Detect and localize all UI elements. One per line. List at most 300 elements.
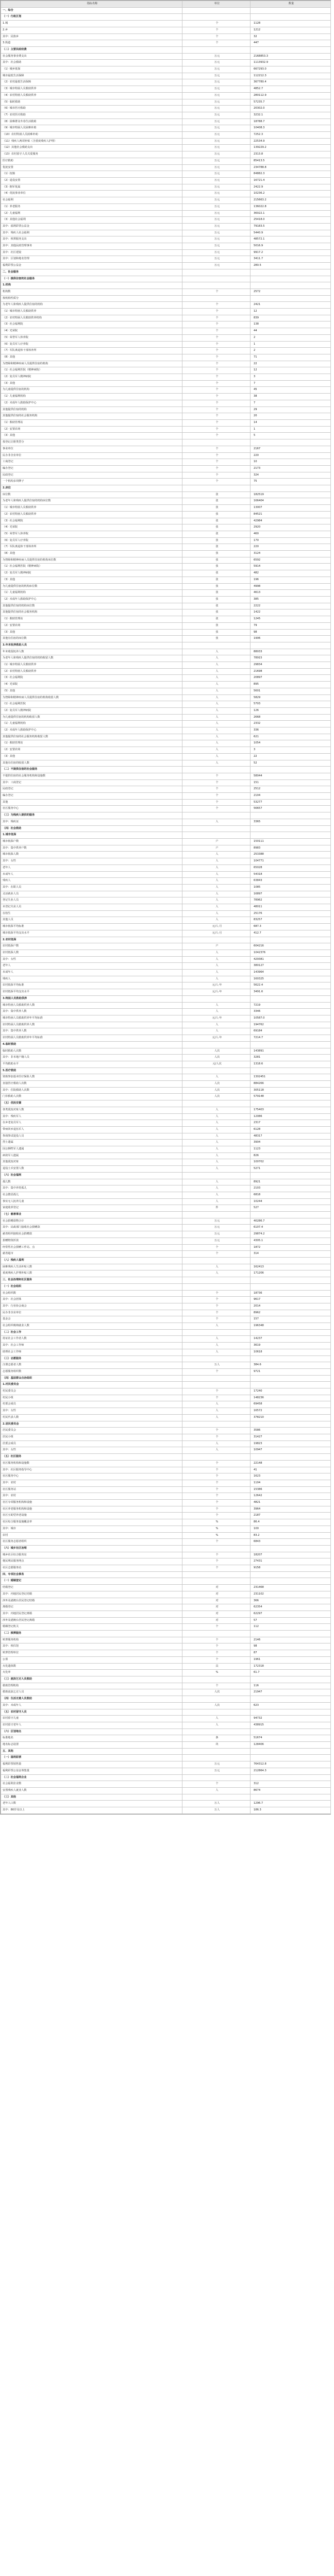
cell-value (250, 1172, 331, 1179)
cell-name: （三）其他 (1, 1794, 182, 1801)
cell-name: 社区志愿服务站 (1, 1565, 182, 1572)
column-header-unit: 单位 (182, 1, 250, 8)
table-row (1, 1702, 331, 1709)
cell-name: 四、专项社会事务 (1, 1571, 182, 1578)
cell-unit (182, 1578, 250, 1585)
cell-unit (182, 937, 250, 943)
table-row (1, 328, 331, 335)
cell-name: （1）城乡低保 (1, 66, 182, 73)
cell-unit: 张 (182, 518, 250, 524)
table-row (1, 138, 331, 145)
cell-name: 农村 (1, 1532, 182, 1539)
cell-unit: 人 (182, 917, 250, 924)
cell-name: 孤儿数 (1, 1179, 182, 1185)
cell-value: 5622.4 (250, 982, 331, 989)
table-row (1, 1146, 331, 1153)
cell-value: 8674 (250, 1787, 331, 1794)
section-row (1, 1041, 331, 1048)
section-row (1, 1774, 331, 1781)
cell-name: 重度残疾人护理补贴人数 (1, 1270, 182, 1277)
table-row (1, 1205, 331, 1212)
cell-value: 2173 (250, 465, 331, 472)
cell-unit: 元/人次 (182, 1061, 250, 1067)
cell-unit: 人 (182, 1140, 250, 1146)
table-row (1, 217, 331, 224)
cell-value: 56657 (250, 806, 331, 812)
cell-value (250, 995, 331, 1002)
cell-name: （3）其他 (1, 577, 182, 583)
cell-value: 280.5 (250, 263, 331, 269)
cell-name: 3.年末收养救助人员 (1, 642, 182, 649)
cell-value: 2014 (250, 1303, 331, 1310)
table-row (1, 682, 331, 688)
cell-name: （2）未成年人救助保护中心 (1, 596, 182, 603)
cell-unit: 万人 (182, 1801, 250, 1807)
cell-name: 在校生 (1, 910, 182, 917)
cell-value: 62297 (250, 1611, 331, 1617)
cell-unit: 个 (182, 1395, 250, 1401)
cell-unit: % (182, 1532, 250, 1539)
cell-name: （二）殡葬服务 (1, 1631, 182, 1637)
cell-unit: 条 (182, 1735, 250, 1742)
cell-value: 10947 (250, 1447, 331, 1454)
cell-value: 78962 (250, 897, 331, 904)
cell-name: 城乡社区综合服务站 (1, 1552, 182, 1558)
table-row (1, 1316, 331, 1323)
table-row (1, 1585, 331, 1591)
cell-name: 灵活就业人员 (1, 891, 182, 897)
cell-name: 救助流浪乞讨人员 (1, 1689, 182, 1696)
cell-unit: 张 (182, 537, 250, 544)
cell-unit: 万元 (182, 177, 250, 184)
cell-name: 老年人口数 (1, 1801, 182, 1807)
cell-value: 5 (250, 433, 331, 439)
table-row (1, 1604, 331, 1611)
cell-unit (182, 276, 250, 282)
table-row (1, 249, 331, 256)
cell-unit: 万元 (182, 256, 250, 263)
cell-unit: 对 (182, 1591, 250, 1598)
cell-name: 平均救助水平 (1, 1061, 182, 1067)
cell-unit: 个 (182, 348, 250, 354)
cell-value: 27431 (250, 1558, 331, 1565)
cell-unit: 个 (182, 459, 250, 466)
cell-name: （8）其他 (1, 551, 182, 557)
cell-name: 志愿服务组织数 (1, 1368, 182, 1375)
cell-unit: 个 (182, 27, 250, 33)
cell-name: 其他有住宿的床位数 (1, 636, 182, 642)
cell-unit: 人 (182, 1074, 250, 1081)
cell-unit: 个 (182, 334, 250, 341)
cell-unit: 人次 (182, 1702, 250, 1709)
cell-unit: 人 (182, 688, 250, 694)
cell-name: 村委会成员 (1, 1401, 182, 1408)
table-row (1, 734, 331, 740)
cell-value: 15386 (250, 1486, 331, 1493)
table-row (1, 1310, 331, 1316)
cell-value: 143964 (250, 970, 331, 976)
cell-value: 58044 (250, 773, 331, 779)
table-row (1, 505, 331, 512)
table-row (1, 210, 331, 217)
cell-unit: 人 (182, 865, 250, 871)
cell-unit: 万元 (182, 191, 250, 197)
cell-name: （1）儿童福利机构 (1, 394, 182, 400)
cell-unit (182, 1571, 250, 1578)
cell-unit: 人 (182, 819, 250, 825)
table-row (1, 1781, 331, 1788)
cell-unit: 个 (182, 380, 250, 387)
cell-unit: 万元 (182, 1761, 250, 1768)
table-row (1, 1683, 331, 1689)
table-row (1, 878, 331, 885)
section-row (1, 1329, 331, 1336)
cell-unit: 元/人·月 (182, 924, 250, 930)
cell-unit: 个 (182, 1460, 250, 1467)
cell-name: 社区综合服务设施覆盖率 (1, 1519, 182, 1526)
cell-value: 19823 (250, 1440, 331, 1447)
table-row (1, 1179, 331, 1185)
table-row (1, 439, 331, 446)
cell-value: 3964 (250, 1506, 331, 1513)
cell-value (250, 1755, 331, 1761)
table-row (1, 1552, 331, 1558)
cell-unit: 个 (182, 1486, 250, 1493)
table-row (1, 1506, 331, 1513)
cell-value: 253388 (250, 852, 331, 858)
cell-name: （2）农村特困人员救助供养机构 (1, 315, 182, 321)
cell-value: 2187 (250, 1513, 331, 1519)
cell-name: 老年人 (1, 963, 182, 970)
cell-name: 其中：集中供养人数 (1, 1009, 182, 1015)
table-row (1, 858, 331, 865)
section-row (1, 825, 331, 832)
cell-value: 12642 (250, 1493, 331, 1500)
cell-name: 其中：住院救助人次数 (1, 1087, 182, 1094)
cell-unit: 人 (182, 1146, 250, 1153)
cell-value: 5016.9 (250, 243, 331, 250)
table-row (1, 1440, 331, 1447)
cell-value: 2146 (250, 1637, 331, 1643)
cell-value: 32 (250, 33, 331, 40)
cell-value: 71 (250, 354, 331, 361)
cell-value: 194762 (250, 1022, 331, 1028)
cell-value: 324 (250, 472, 331, 479)
cell-value: 126 (250, 707, 331, 714)
cell-value: 447 (250, 40, 331, 47)
cell-name: 直接医疗救助人次数 (1, 1081, 182, 1088)
table-row (1, 1480, 331, 1486)
cell-unit: 人 (182, 963, 250, 970)
cell-unit: 人 (182, 714, 250, 721)
cell-unit (182, 1067, 250, 1074)
cell-name: 其他 (1, 799, 182, 806)
cell-unit (182, 269, 250, 276)
cell-name: （7）农村医疗救助 (1, 112, 182, 118)
cell-value: 162413 (250, 1264, 331, 1270)
cell-unit: 人 (182, 1133, 250, 1140)
cell-value: 412.7 (250, 930, 331, 937)
cell-name: （1）社会福利医院（精神病院） (1, 564, 182, 570)
cell-name: 捐赠物资折款 (1, 1238, 182, 1244)
table-row (1, 1297, 331, 1303)
cell-value: 8921 (250, 1179, 331, 1185)
cell-name: 医疗救助 (1, 158, 182, 164)
cell-value: 150111 (250, 839, 331, 845)
table-row (1, 989, 331, 996)
cell-value: 36022.1 (250, 210, 331, 217)
table-row (1, 1081, 331, 1088)
cell-value: 6128 (250, 1126, 331, 1133)
cell-value: 4821 (250, 1500, 331, 1506)
cell-name: （二）社会工作 (1, 1329, 182, 1336)
cell-value: 98 (250, 1643, 331, 1650)
cell-value: 2168853.3 (250, 53, 331, 60)
cell-unit: 个 (182, 1316, 250, 1323)
cell-unit (182, 1545, 250, 1552)
table-row (1, 779, 331, 786)
cell-value: 48011 (250, 904, 331, 911)
cell-name: 其中：女性 (1, 1447, 182, 1454)
cell-unit (182, 1709, 250, 1716)
cell-value: 41 (250, 1467, 331, 1473)
cell-unit: 个 (182, 1251, 250, 1258)
cell-value: 438915 (250, 1722, 331, 1728)
cell-unit: 人 (182, 1166, 250, 1173)
cell-name: （7）军队离退休干部休养所 (1, 348, 182, 354)
cell-unit: 个 (182, 40, 250, 47)
cell-value: 2103 (250, 1185, 331, 1192)
cell-value: 884266 (250, 1081, 331, 1088)
cell-unit: 人 (182, 747, 250, 754)
cell-unit (182, 1794, 250, 1801)
table-row (1, 845, 331, 852)
cell-unit: 个 (182, 465, 250, 472)
table-row (1, 904, 331, 911)
cell-name: 2.农村低保 (1, 937, 182, 943)
cell-name: 标准地名 (1, 1735, 182, 1742)
cell-name: 便民利民服务网点 (1, 1558, 182, 1565)
cell-unit: 户 (182, 839, 250, 845)
cell-value: 5271 (250, 1166, 331, 1173)
cell-unit: 万人 (182, 1807, 250, 1814)
cell-name: （2）退役安置 (1, 177, 182, 184)
cell-value: 1318.6 (250, 1061, 331, 1067)
cell-unit: 人 (182, 891, 250, 897)
cell-value (250, 1212, 331, 1218)
cell-value: 460 (250, 531, 331, 537)
cell-value: 8983 (250, 845, 331, 852)
cell-value: 6843 (250, 1539, 331, 1546)
cell-value: 2317 (250, 1120, 331, 1127)
cell-name: 公墓 (1, 1656, 182, 1663)
cell-unit: 个 (182, 1467, 250, 1473)
cell-unit: 件 (182, 1205, 250, 1212)
cell-name: 事实无人抚养儿童 (1, 1198, 182, 1205)
section-row (1, 1709, 331, 1716)
cell-unit: 万元 (182, 236, 250, 243)
cell-value: 2512 (250, 786, 331, 793)
cell-value: 314 (250, 1251, 331, 1258)
cell-unit: 人 (182, 694, 250, 701)
cell-name: 为老年人和残疾人提供住宿的机构收留人数 (1, 655, 182, 662)
cell-name: （3）社会福利院 (1, 518, 182, 524)
table-row (1, 1414, 331, 1421)
section-row (1, 1421, 331, 1428)
section-row (1, 46, 331, 53)
table-row (1, 1218, 331, 1225)
cell-name: 民办非企业单位 (1, 452, 182, 459)
cell-unit: 个 (182, 341, 250, 348)
cell-unit: 人 (182, 1198, 250, 1205)
cell-name: 未登记失业人员 (1, 904, 182, 911)
cell-value (250, 1571, 331, 1578)
cell-unit: 个 (182, 328, 250, 335)
cell-name: （一）福利彩票 (1, 1755, 182, 1761)
cell-name: 慈善组织接收社会捐赠款 (1, 1231, 182, 1238)
cell-unit: 人 (182, 1009, 250, 1015)
cell-unit: 人 (182, 662, 250, 669)
cell-unit: 人 (182, 970, 250, 976)
cell-unit: 万元 (182, 79, 250, 86)
cell-value (250, 1545, 331, 1552)
cell-unit: 人 (182, 1185, 250, 1192)
cell-value: 57235.7 (250, 99, 331, 106)
cell-value: 621 (250, 734, 331, 740)
cell-name: 城市特困人员救助供养人数 (1, 1002, 182, 1009)
table-row (1, 1035, 331, 1042)
cell-value: 40286.7 (250, 1218, 331, 1225)
cell-unit: 个 (182, 799, 250, 806)
cell-name: （三）为残疾人提供的服务 (1, 812, 182, 819)
cell-name: 二、社会服务 (1, 269, 182, 276)
cell-value (250, 1277, 331, 1284)
table-row (1, 321, 331, 328)
cell-value: 2222 (250, 603, 331, 609)
cell-value: 2104 (250, 793, 331, 800)
cell-value: 79 (250, 622, 331, 629)
table-row (1, 518, 331, 524)
section-row (1, 832, 331, 839)
cell-unit: 万元 (182, 145, 250, 151)
cell-name: 涉外及港澳台居民登记结婚 (1, 1598, 182, 1604)
cell-unit: 个 (182, 1428, 250, 1434)
table-row (1, 1055, 331, 1061)
cell-value: 5703 (250, 701, 331, 708)
cell-value (250, 1676, 331, 1683)
table-row (1, 86, 331, 93)
table-row (1, 1185, 331, 1192)
cell-value: 312 (250, 1781, 331, 1788)
cell-value: 160325 (250, 976, 331, 982)
cell-name: 社会散居孤儿 (1, 1192, 182, 1198)
cell-name: 编办登记 (1, 793, 182, 800)
cell-name: 社会服务事业费支出 (1, 53, 182, 60)
cell-name: （四）基层群众自治组织 (1, 1375, 182, 1382)
cell-unit: 万元 (182, 60, 250, 66)
section-row (1, 1454, 331, 1461)
table-row (1, 1349, 331, 1355)
cell-name: （5）荣誉军人休养院 (1, 531, 182, 537)
table-row (1, 334, 331, 341)
cell-name: 未成年人 (1, 970, 182, 976)
cell-name: （三）志愿服务 (1, 1355, 182, 1362)
table-row (1, 302, 331, 309)
section-row (1, 767, 331, 773)
table-row (1, 465, 331, 472)
table-row (1, 897, 331, 904)
section-row (1, 485, 331, 492)
cell-unit: 人 (182, 740, 250, 747)
cell-name: 离婚登记 (1, 1604, 182, 1611)
table-row (1, 191, 331, 197)
cell-unit: 万元 (182, 112, 250, 118)
cell-name: 家庭收养登记 (1, 1205, 182, 1212)
table-row (1, 387, 331, 394)
cell-unit: 张 (182, 524, 250, 531)
cell-unit: 人 (182, 1408, 250, 1415)
cell-name: 其中：残疾证 (1, 819, 182, 825)
table-row (1, 361, 331, 367)
cell-name: 其中：社区服务指导中心 (1, 1467, 182, 1473)
cell-value: 16721.4 (250, 177, 331, 184)
cell-name: 社区养老服务机构和设施 (1, 1506, 182, 1513)
cell-name: 其中：女性 (1, 956, 182, 963)
cell-name: 其中：未成年人 (1, 1702, 182, 1709)
cell-unit: 个 (182, 1637, 250, 1643)
table-row (1, 590, 331, 597)
cell-name: 为儿童提供住宿的机构床位数 (1, 583, 182, 590)
cell-unit: 个 (182, 1781, 250, 1788)
cell-value: 527 (250, 1205, 331, 1212)
cell-name: 农村低保平均支出水平 (1, 989, 182, 996)
table-header-row (1, 1, 331, 8)
table-row (1, 1637, 331, 1643)
cell-name: （10）农村特困人员困难补助 (1, 132, 182, 139)
cell-name: 其他优抚对象 (1, 1159, 182, 1166)
cell-value: 3232.1 (250, 112, 331, 118)
cell-name: 殡葬管理单位 (1, 1650, 182, 1657)
cell-value (250, 1421, 331, 1428)
cell-name: （1）城市特困人员救助供养 (1, 309, 182, 315)
cell-value: 3904 (250, 1140, 331, 1146)
table-row (1, 1159, 331, 1166)
cell-value (250, 832, 331, 839)
cell-name: （七）慈善事业 (1, 1212, 182, 1218)
cell-unit: 人次 (182, 1048, 250, 1055)
cell-value (250, 1794, 331, 1801)
cell-name: （8）困难群众冬春生活救助 (1, 118, 182, 125)
cell-name: 社区服务机构和设施数 (1, 1460, 182, 1467)
table-row (1, 616, 331, 623)
cell-name: （五）农村留守人员 (1, 1709, 182, 1716)
cell-name: 临时救助人次数 (1, 1048, 182, 1055)
table-row (1, 1002, 331, 1009)
cell-unit: 万元 (182, 1768, 250, 1774)
table-row (1, 413, 331, 420)
cell-name: 城市低保人数 (1, 852, 182, 858)
cell-unit (182, 14, 250, 21)
table-row (1, 1048, 331, 1055)
cell-name: 优抚安置 (1, 164, 182, 171)
table-row (1, 1133, 331, 1140)
table-row (1, 956, 331, 963)
cell-name: （11）残疾人两项补贴（含重度残疾人护理） (1, 138, 182, 145)
cell-unit: 个 (182, 1388, 250, 1395)
cell-name: （一）行政区划 (1, 14, 182, 21)
table-row (1, 354, 331, 361)
cell-unit: 人次 (182, 1081, 250, 1088)
